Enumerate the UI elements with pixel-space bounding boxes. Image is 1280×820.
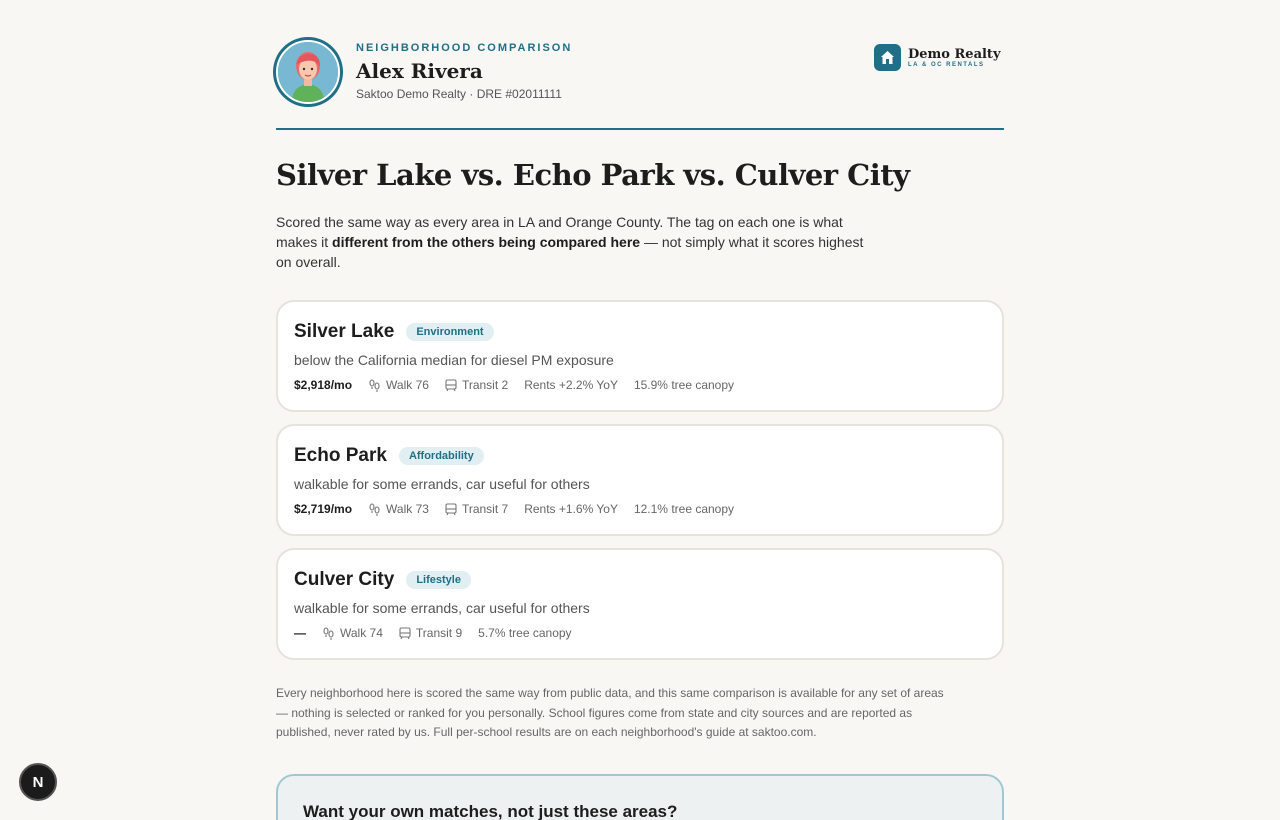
rent-price: — [294, 626, 306, 640]
neighborhood-card-culver-city[interactable] [276, 548, 1004, 660]
neighborhood-stats [294, 626, 588, 640]
agent-portrait-icon [278, 42, 338, 102]
transit-score [445, 378, 508, 392]
walk-score [368, 502, 429, 516]
walk-score-value: Walk 76 [386, 378, 429, 392]
footprints-icon [322, 627, 335, 640]
neighborhood-description: below the California median for diesel PM exposure [294, 352, 614, 368]
bus-icon [399, 627, 411, 640]
rent-trend: Rents +2.2% YoY [524, 378, 618, 392]
tree-canopy: 5.7% tree canopy [478, 626, 572, 640]
transit-score-value: Transit 2 [461, 378, 509, 392]
walk-score [368, 378, 429, 392]
comparison-page [276, 0, 1004, 820]
cta-title: Want your own matches, not just these areas? [303, 802, 678, 820]
walk-score [322, 626, 383, 640]
neighborhood-tag: Lifestyle [406, 571, 471, 589]
intro-text [276, 212, 866, 272]
neighborhood-name: Echo Park [294, 445, 387, 466]
intro-part-1: Scored the same way as every area in LA and Orange County. The tag on each one is what makes it [276, 214, 843, 250]
page-title: Silver Lake vs. Echo Park vs. Culver City [276, 158, 910, 192]
agent-name: Alex Rivera [356, 59, 483, 83]
neighborhood-tag: Environment [406, 323, 493, 341]
tree-canopy: 12.1% tree canopy [633, 502, 735, 516]
transit-score-value: Transit 7 [461, 502, 509, 516]
house-icon [874, 44, 901, 71]
brand-tagline: LA & OC RENTALS [908, 61, 985, 68]
walk-score-value: Walk 73 [386, 502, 429, 516]
neighborhood-stats [294, 378, 750, 392]
footprints-icon [368, 379, 381, 392]
rent-price: $2,719/mo [294, 502, 353, 516]
neighborhood-name: Culver City [294, 569, 395, 590]
bus-icon [445, 503, 457, 516]
neighborhood-stats [294, 502, 750, 516]
neighborhood-card-echo-park[interactable] [276, 424, 1004, 536]
header [276, 0, 1004, 130]
dev-tools-badge[interactable]: N [19, 763, 57, 801]
brand-logo [874, 44, 1001, 71]
bus-icon [445, 379, 457, 392]
neighborhood-tag: Affordability [399, 447, 484, 465]
neighborhood-description: walkable for some errands, car useful for others [294, 476, 590, 492]
brand-name: Demo Realty [908, 46, 1001, 62]
intro-emphasis: different from the others being compared here [332, 234, 641, 250]
transit-score [399, 626, 462, 640]
agent-avatar [273, 37, 343, 107]
neighborhood-card-silver-lake[interactable] [276, 300, 1004, 412]
page-kicker: NEIGHBORHOOD COMPARISON [356, 42, 573, 54]
neighborhood-description: walkable for some errands, car useful for others [294, 600, 590, 616]
rent-trend: Rents +1.6% YoY [524, 502, 618, 516]
footprints-icon [368, 503, 381, 516]
walk-score-value: Walk 74 [340, 626, 383, 640]
transit-score [445, 502, 508, 516]
agent-license: Saktoo Demo Realty · DRE #02011111 [356, 87, 562, 101]
transit-score-value: Transit 9 [415, 626, 463, 640]
tree-canopy: 15.9% tree canopy [633, 378, 735, 392]
intro-part-2: — not simply what it scores highest on overall. [276, 234, 864, 270]
methodology-footnote: Every neighborhood here is scored the same way from public data, and this same comparison is available for any set of areas — nothing is selected or ranked for you personally. School figures come from state and city sources and are reported as published, never rated by us. Full per-school results are on each neighborhood's guide at saktoo.com. [276, 686, 944, 739]
neighborhood-name: Silver Lake [294, 321, 395, 342]
rent-price: $2,918/mo [294, 378, 353, 392]
matches-cta-panel [276, 774, 1004, 820]
